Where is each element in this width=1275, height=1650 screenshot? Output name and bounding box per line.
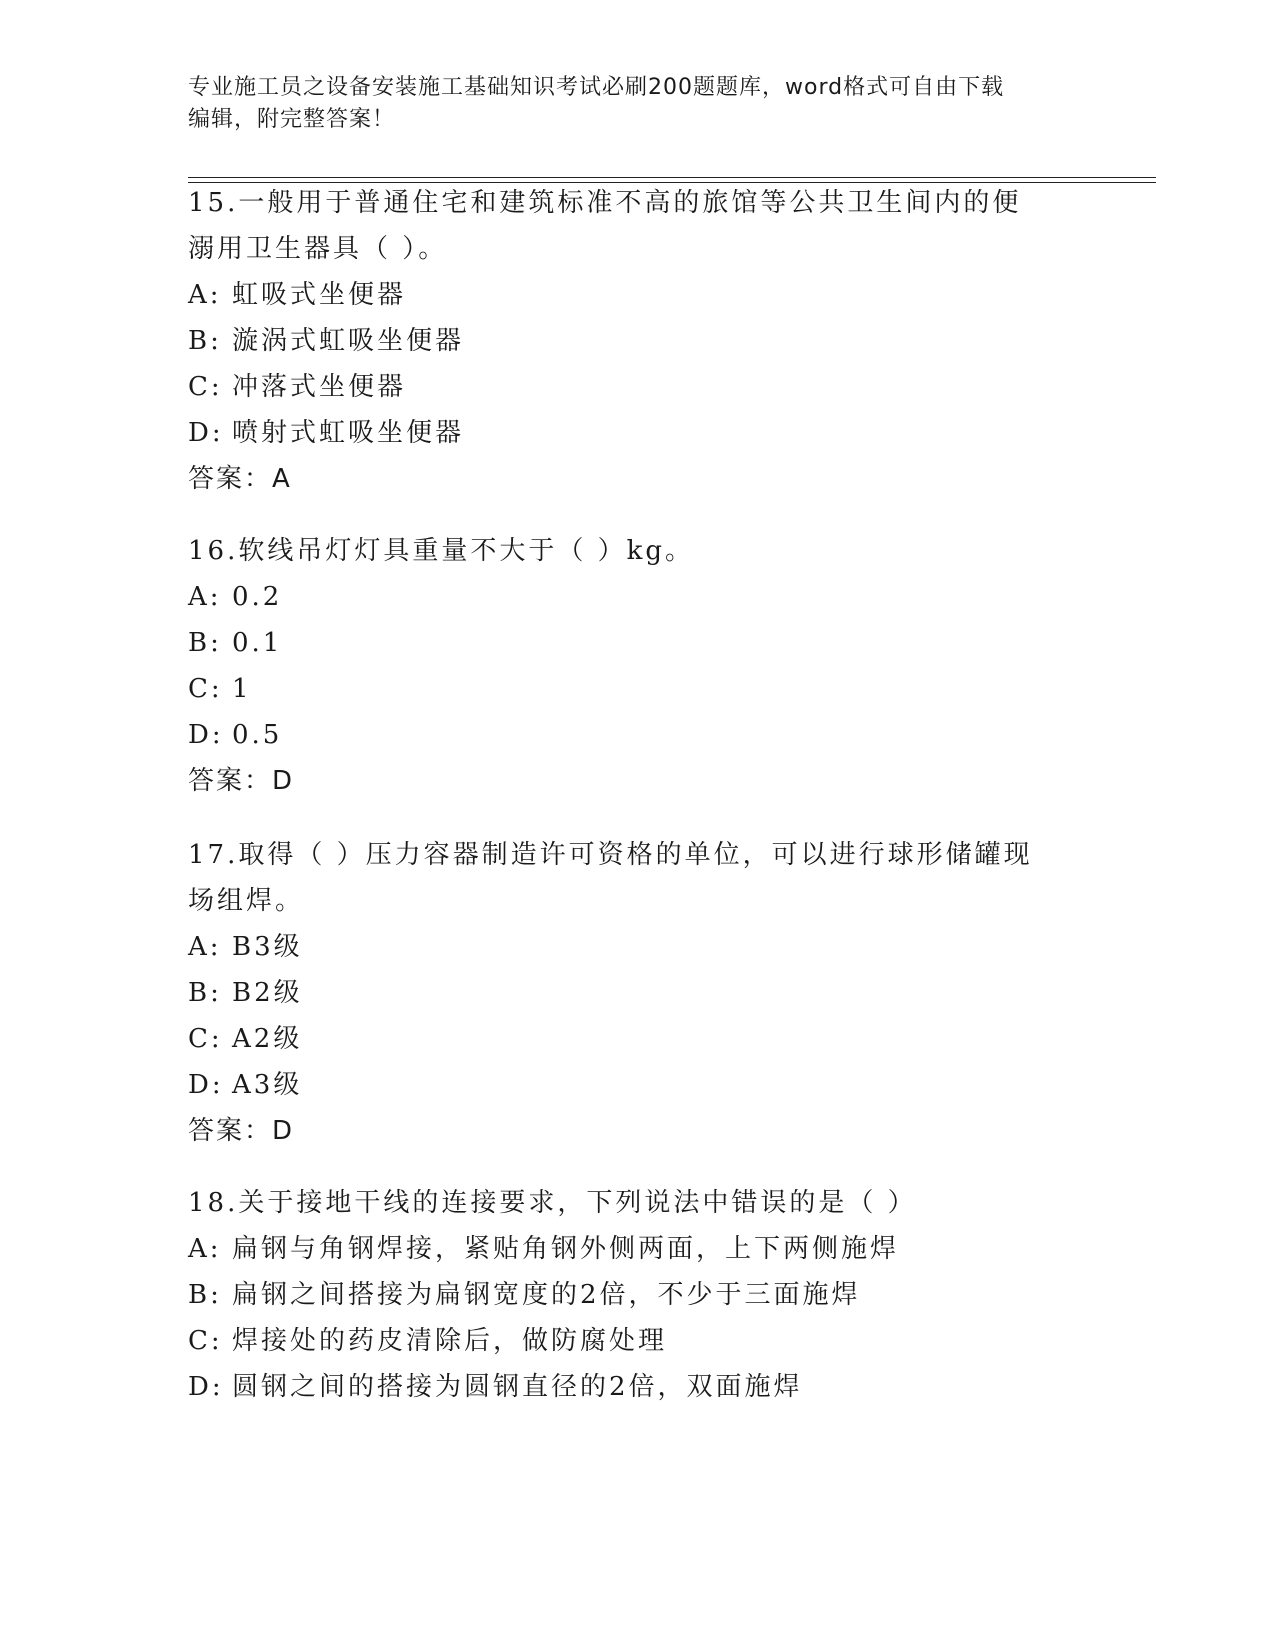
question-stem: 18.关于接地干线的连接要求，下列说法中错误的是（ ）: [188, 1188, 917, 1218]
option-text: B2级: [232, 978, 303, 1008]
option-text: 虹吸式坐便器: [232, 280, 407, 310]
header-divider-top: [188, 177, 1156, 178]
option-text: B3级: [232, 932, 303, 962]
option-text: 漩涡式虹吸坐便器: [232, 326, 465, 356]
option-text: 0.5: [232, 720, 283, 750]
option-d: [188, 1364, 1088, 1410]
answer-line: 答案：D: [188, 1116, 295, 1146]
option-text: A3级: [232, 1070, 303, 1100]
option-text: 焊接处的药皮清除后，做防腐处理: [232, 1326, 668, 1356]
option-letter: C:: [188, 1326, 223, 1356]
header-line-1: 专业施工员之设备安装施工基础知识考试必刷200题题库，word格式可自由下载: [188, 75, 1005, 100]
option-a: [188, 1226, 1088, 1272]
option-text: 1: [232, 674, 252, 704]
option-a: [188, 574, 1088, 620]
option-letter: D:: [188, 1372, 224, 1402]
question-stem: 15.一般用于普通住宅和建筑标准不高的旅馆等公共卫生间内的便溺用卫生器具（ ）。: [188, 188, 1022, 264]
option-b: [188, 620, 1088, 666]
option-letter: B:: [188, 978, 222, 1008]
option-text: 扁钢之间搭接为扁钢宽度的2倍，不少于三面施焊: [232, 1280, 861, 1310]
question-stem: 16.软线吊灯灯具重量不大于（ ）kg。: [188, 536, 695, 566]
answer-line: 答案：A: [188, 464, 292, 494]
option-letter: D:: [188, 418, 224, 448]
option-text: 冲落式坐便器: [232, 372, 407, 402]
question-15: [188, 180, 1088, 502]
option-letter: B:: [188, 628, 222, 658]
option-c: [188, 666, 1088, 712]
option-text: A2级: [232, 1024, 303, 1054]
question-18: [188, 1180, 1088, 1410]
option-letter: A:: [188, 932, 222, 962]
option-letter: C:: [188, 1024, 223, 1054]
option-text: 扁钢与角钢焊接，紧贴角钢外侧两面，上下两侧施焊: [232, 1234, 900, 1264]
option-c: [188, 1016, 1088, 1062]
option-letter: A:: [188, 582, 222, 612]
option-c: [188, 364, 1088, 410]
option-letter: A:: [188, 1234, 222, 1264]
option-a: [188, 272, 1088, 318]
option-letter: B:: [188, 1280, 222, 1310]
option-a: [188, 924, 1088, 970]
option-letter: C:: [188, 674, 223, 704]
question-17: [188, 832, 1088, 1154]
option-text: 喷射式虹吸坐便器: [232, 418, 465, 448]
option-text: 0.2: [232, 582, 283, 612]
option-letter: C:: [188, 372, 223, 402]
header-line-2: 编辑，附完整答案！: [188, 107, 396, 132]
option-text: 0.1: [232, 628, 283, 658]
option-b: [188, 970, 1088, 1016]
option-letter: B:: [188, 326, 222, 356]
option-d: [188, 712, 1088, 758]
option-text: 圆钢之间的搭接为圆钢直径的2倍，双面施焊: [232, 1372, 803, 1402]
option-letter: D:: [188, 720, 224, 750]
option-b: [188, 318, 1088, 364]
option-d: [188, 410, 1088, 456]
question-stem: 17.取得（ ）压力容器制造许可资格的单位，可以进行球形储罐现场组焊。: [188, 840, 1033, 916]
document-header: [188, 72, 1068, 136]
question-16: [188, 528, 1088, 804]
answer-line: 答案：D: [188, 766, 295, 796]
option-b: [188, 1272, 1088, 1318]
option-c: [188, 1318, 1088, 1364]
option-d: [188, 1062, 1088, 1108]
option-letter: A:: [188, 280, 222, 310]
option-letter: D:: [188, 1070, 224, 1100]
